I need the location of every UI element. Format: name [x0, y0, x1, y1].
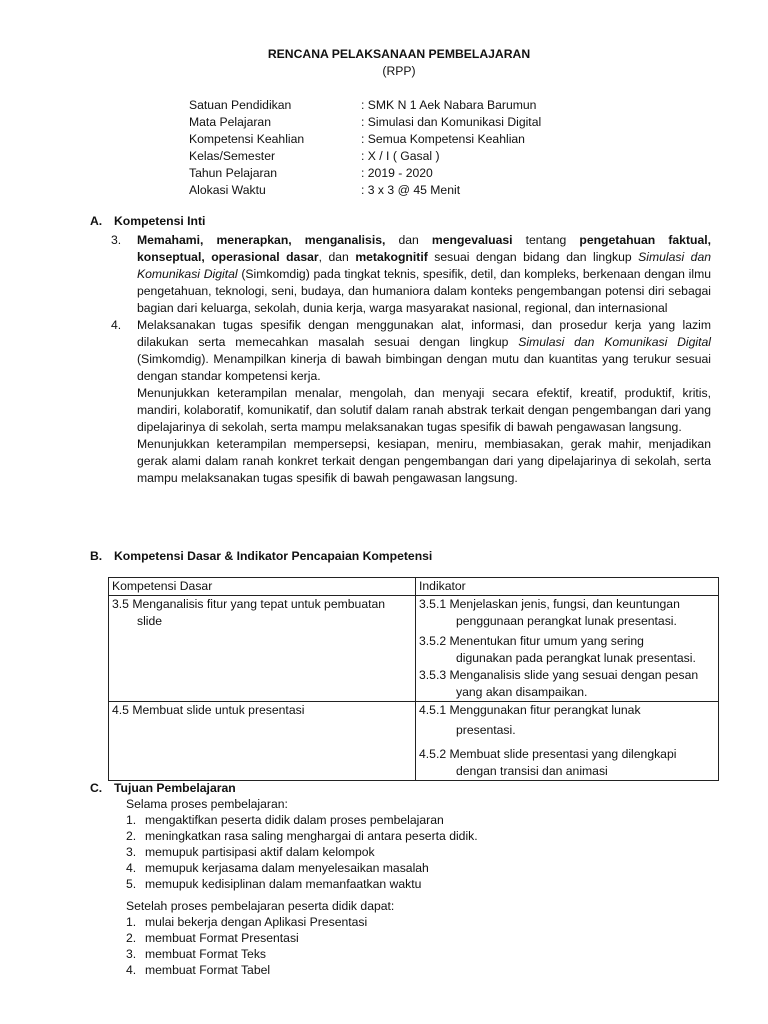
indikator-text: 4.5.2 Membuat slide presentasi yang dilengkapi: [419, 747, 677, 761]
tujuan-intro-1: Selama proses pembelajaran:: [126, 797, 288, 811]
text-italic: Simulasi dan Komunikasi Digital: [518, 335, 711, 349]
table-cell-kd: 4.5 Membuat slide untuk presentasi: [109, 702, 416, 781]
info-value: : 2019 - 2020: [361, 166, 433, 180]
item-number: 2.: [126, 931, 137, 945]
text-bold: Memahami, menerapkan, menganalisis,: [137, 233, 386, 247]
item-text: mengaktifkan peserta didik dalam proses pembelajaran: [145, 813, 444, 827]
kd-indikator-table: [108, 577, 719, 781]
item-number: 3.: [126, 845, 137, 859]
section-title: Kompetensi Inti: [114, 214, 206, 228]
item-number: 1.: [126, 915, 137, 929]
info-value: : 3 x 3 @ 45 Menit: [361, 183, 461, 197]
table-cell-kd: [109, 596, 416, 702]
item-number: 4.: [126, 963, 137, 977]
cell-text: 3.5 Menganalisis fitur yang tepat untuk pembuatan: [112, 597, 386, 611]
indikator-text: penggunaan perangkat lunak presentasi.: [456, 614, 677, 628]
list-item: [126, 860, 478, 876]
text: , dan: [318, 250, 356, 264]
text: (Simkomdig) pada tingkat teknis, spesifik, detil, dan kompleks, berkenaan dengan ilmu pengetahuan, teknologi, seni, budaya, dan humaniora dalam konteks pengembangan potensi diri sebagai bagian dari keluarga, sekolah, dunia kerja, warga masyarakat nasional, regional, dan internasional: [137, 267, 711, 315]
item-text: membuat Format Teks: [145, 947, 267, 961]
table-cell-indikator: [416, 596, 719, 702]
section-title: Tujuan Pembelajaran: [114, 781, 236, 795]
cell-text: slide: [137, 614, 163, 628]
indikator-text: presentasi.: [456, 723, 516, 737]
info-value: : SMK N 1 Aek Nabara Barumun: [361, 98, 537, 112]
tujuan-list-2: [126, 914, 367, 978]
indikator-text: yang akan disampaikan.: [456, 685, 588, 699]
info-value: : X / I ( Gasal ): [361, 149, 440, 163]
item-number: 2.: [126, 829, 137, 843]
item-text: meningkatkan rasa saling menghargai di antara peserta didik.: [145, 829, 478, 843]
info-row: [189, 114, 541, 131]
item-text: memupuk partisipasi aktif dalam kelompok: [145, 845, 375, 859]
text: Melaksanakan tugas spesifik dengan menggunakan alat, informasi, dan prosedur kerja yang lazim dilakukan serta memecahkan masalah sesuai dengan lingkup: [137, 318, 711, 349]
ki-text: [137, 232, 711, 317]
item-number: 3.: [126, 947, 137, 961]
ki-item-3: [111, 232, 711, 317]
indikator-text: 4.5.1 Menggunakan fitur perangkat lunak: [419, 703, 641, 717]
text: (Simkomdig). Menampilkan kinerja di bawah bimbingan dengan mutu dan kuantitas yang terukur sesuai dengan standar kompetensi kerja.: [137, 352, 711, 383]
item-text: mulai bekerja dengan Aplikasi Presentasi: [145, 915, 368, 929]
kompetensi-inti-list: [111, 232, 711, 487]
info-value: : Semua Kompetensi Keahlian: [361, 132, 525, 146]
section-c-heading: [90, 780, 236, 797]
info-label: Alokasi Waktu: [189, 183, 266, 197]
info-label: Tahun Pelajaran: [189, 166, 278, 180]
info-label: Satuan Pendidikan: [189, 98, 292, 112]
item-number: 5.: [126, 877, 137, 891]
text-bold: metakognitif: [355, 250, 428, 264]
info-label: Kelas/Semester: [189, 149, 276, 163]
indikator-text: digunakan pada perangkat lunak presentasi.: [456, 651, 696, 665]
info-row: [189, 182, 541, 199]
indikator-text: 3.5.3 Menganalisis slide yang sesuai dengan pesan: [419, 668, 699, 682]
info-row: [189, 148, 541, 165]
item-number: 4.: [111, 318, 122, 332]
table-row: [109, 702, 719, 781]
section-letter: C.: [90, 781, 103, 795]
text: tentang: [512, 233, 580, 247]
section-letter: B.: [90, 549, 103, 563]
text: dan: [385, 233, 432, 247]
info-value: : Simulasi dan Komunikasi Digital: [361, 115, 542, 129]
section-a-heading: [90, 213, 205, 230]
list-item: [126, 876, 478, 892]
identity-block: [189, 97, 541, 199]
tujuan-intro-2: Setelah proses pembelajaran peserta didik dapat:: [126, 899, 395, 913]
item-text: memupuk kerjasama dalam menyelesaikan masalah: [145, 861, 429, 875]
document-title: RENCANA PELAKSANAAN PEMBELAJARAN: [267, 47, 531, 61]
table-cell-indikator: [416, 702, 719, 781]
list-item: [126, 946, 367, 962]
info-label: Kompetensi Keahlian: [189, 132, 305, 146]
table-row: [109, 596, 719, 702]
table-header-cell: Kompetensi Dasar: [109, 578, 416, 596]
info-row: [189, 131, 541, 148]
indikator-text: dengan transisi dan animasi: [456, 764, 608, 778]
indikator-text: 3.5.1 Menjelaskan jenis, fungsi, dan keuntungan: [419, 597, 680, 611]
info-row: [189, 165, 541, 182]
ki-paragraph: Menunjukkan keterampilan mempersepsi, kesiapan, meniru, membiasakan, gerak mahir, menjadikan gerak alami dalam ranah konkret terkait dengan pengembangan dari yang dipelajarinya di sekolah, serta mampu melaksanakan tugas spesifik di bawah pengawasan langsung.: [137, 437, 711, 485]
text-bold: pengetahuan faktual, konseptual, operasional dasar: [137, 233, 711, 264]
info-label: Mata Pelajaran: [189, 115, 271, 129]
section-title: Kompetensi Dasar & Indikator Pencapaian Kompetensi: [114, 549, 433, 563]
item-number: 3.: [111, 233, 122, 247]
item-text: memupuk kedisiplinan dalam memanfaatkan waktu: [145, 877, 422, 891]
list-item: [126, 962, 367, 978]
item-text: membuat Format Presentasi: [145, 931, 299, 945]
tujuan-list-1: [126, 812, 478, 892]
item-number: 1.: [126, 813, 137, 827]
table-header-cell: Indikator: [416, 578, 719, 596]
document-subtitle: (RPP): [382, 64, 416, 78]
list-item: [126, 828, 478, 844]
ki-text: [137, 317, 711, 385]
list-item: [126, 812, 478, 828]
info-row: [189, 97, 541, 114]
text: sesuai dengan bidang dan lingkup: [427, 250, 639, 264]
item-number: 4.: [126, 861, 137, 875]
list-item: [126, 844, 478, 860]
table-header-row: [109, 578, 719, 596]
list-item: [126, 930, 367, 946]
list-item: [126, 914, 367, 930]
indikator-text: 3.5.2 Menentukan fitur umum yang sering: [419, 634, 644, 648]
text-italic: Simulasi dan Komunikasi Digital: [137, 250, 711, 281]
item-text: membuat Format Tabel: [145, 963, 271, 977]
text-bold: mengevaluasi: [431, 233, 513, 247]
section-b-heading: [90, 548, 432, 565]
ki-item-4: [111, 317, 711, 385]
section-letter: A.: [90, 214, 103, 228]
ki-paragraph: Menunjukkan keterampilan menalar, mengolah, dan menyaji secara efektif, kreatif, produktif, kritis, mandiri, kolaboratif, komunikatif, dan solutif dalam ranah abstrak terkait dengan pengembangan dari yang dipelajarinya di sekolah, serta mampu melaksanakan tugas spesifik di bawah pengawasan langsung.: [137, 386, 711, 434]
